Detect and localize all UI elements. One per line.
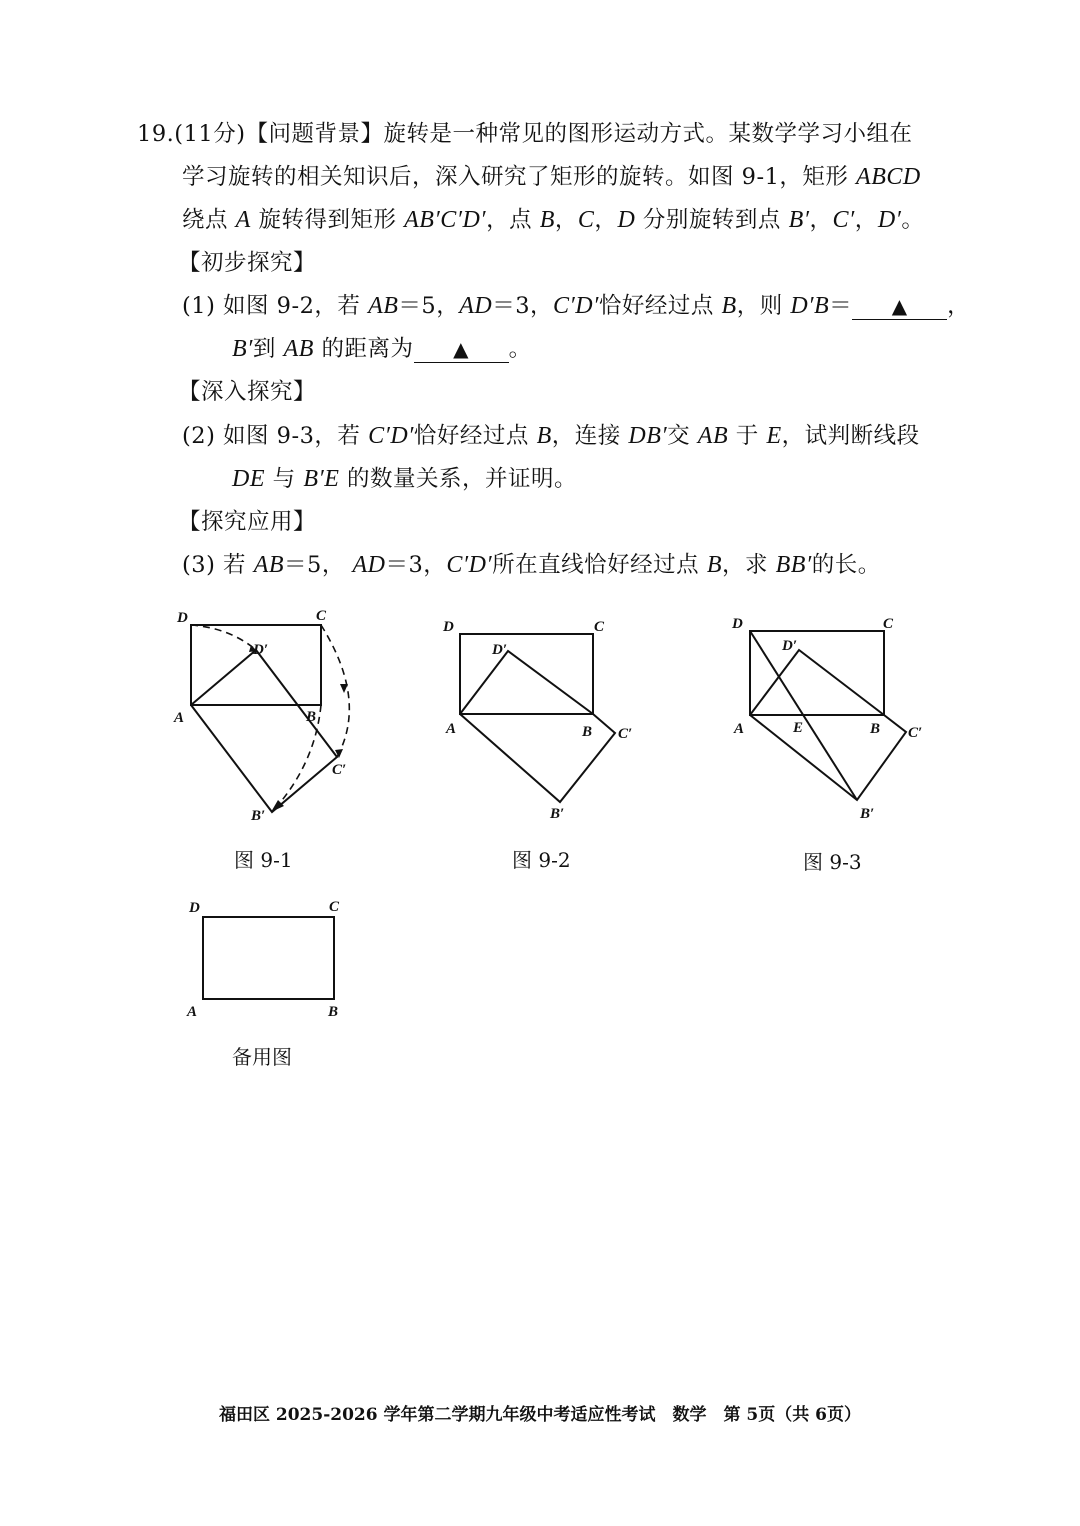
- text: 分别旋转到点: [635, 207, 789, 233]
- background-text-1: 旋转是一种常见的图形运动方式。某数学学习小组在: [383, 121, 913, 147]
- math: AD: [352, 552, 386, 578]
- rectangle-abcd: [191, 625, 321, 705]
- math: D′: [877, 207, 902, 233]
- text: 所在直线恰好经过点: [492, 552, 707, 578]
- math: A: [235, 207, 251, 233]
- text: 的距离为: [313, 336, 414, 362]
- arrowhead-icon: [340, 684, 348, 693]
- text: ＝5，: [398, 293, 460, 319]
- text: 。: [508, 336, 532, 362]
- math: C′: [832, 207, 855, 233]
- caption-figure-9-2: 图 9-2: [512, 848, 571, 872]
- text: ＝5，: [284, 552, 353, 578]
- rectangle-abcd: [203, 917, 334, 999]
- label-d: D: [189, 900, 200, 916]
- text: (2) 如图 9-3，若: [182, 423, 369, 449]
- arrowhead-icon: [271, 800, 284, 812]
- label-c-prime: C′: [332, 762, 347, 778]
- text: ＝3，: [492, 293, 554, 319]
- rotation-arc-d: [191, 625, 256, 650]
- math: AB: [368, 293, 399, 319]
- math: E: [766, 423, 782, 449]
- text: 交: [667, 423, 698, 449]
- section-heading-3: 【探究应用】: [178, 509, 317, 535]
- math: AD: [459, 293, 493, 319]
- label-d: D: [177, 610, 188, 626]
- math: B′: [788, 207, 810, 233]
- background-tag: 【问题背景】: [245, 121, 384, 147]
- label-c: C: [329, 899, 340, 915]
- label-c: C: [316, 608, 327, 624]
- figure-9-2-shapes: [460, 634, 615, 802]
- triangle-icon: ▲: [891, 294, 908, 318]
- math: B: [706, 552, 722, 578]
- page-footer: 福田区 2025-2026 学年第二学期九年级中考适应性考试 数学 第 5页（共 6页）: [218, 1405, 861, 1425]
- label-a: A: [174, 710, 185, 726]
- math: AB′C′D′: [404, 207, 487, 233]
- rectangle-ab-c-d-prime: [191, 650, 337, 812]
- rotation-arc-c: [321, 625, 349, 757]
- caption-spare-figure: 备用图: [232, 1045, 292, 1069]
- label-c: C: [594, 619, 605, 635]
- section-heading-1: 【初步探究】: [178, 250, 317, 276]
- math: C: [577, 207, 595, 233]
- math: DB′: [628, 423, 668, 449]
- text: ＝: [829, 293, 853, 319]
- text: 与: [265, 466, 304, 492]
- text: (3) 若: [182, 552, 254, 578]
- math: C′D′: [446, 552, 493, 578]
- label-d: D: [732, 616, 743, 632]
- math: B: [536, 423, 552, 449]
- question-score: (11分): [174, 121, 246, 147]
- text: ，: [594, 207, 618, 233]
- text: ，: [554, 207, 578, 233]
- math: BB′: [775, 552, 812, 578]
- text: 到: [252, 336, 284, 362]
- label-b-prime: B′: [251, 808, 266, 824]
- math: DE: [232, 466, 265, 492]
- math: C′D′: [553, 293, 599, 319]
- text: ，求: [721, 552, 776, 578]
- math: AB: [253, 552, 285, 578]
- label-d-prime: D′: [492, 642, 508, 658]
- label-a: A: [446, 721, 457, 737]
- label-c-prime: C′: [908, 725, 923, 741]
- label-b-prime: B′: [550, 806, 565, 822]
- text: ，点: [486, 207, 540, 233]
- label-d-prime: D′: [253, 642, 269, 658]
- text: ，试判断线段: [781, 423, 920, 449]
- caption-figure-9-3: 图 9-3: [803, 850, 862, 874]
- text: ，: [947, 293, 971, 319]
- math: AB: [283, 336, 314, 362]
- text: 恰好经过点: [598, 293, 722, 319]
- label-b: B: [582, 724, 593, 740]
- label-b: B: [306, 709, 317, 725]
- text: 的数量关系，并证明。: [339, 466, 578, 492]
- label-b-prime: B′: [860, 806, 875, 822]
- text: 绕点: [182, 207, 236, 233]
- text: 恰好经过点: [413, 423, 537, 449]
- math: B′E: [303, 466, 340, 492]
- caption-figure-9-1: 图 9-1: [234, 848, 293, 872]
- section-heading-2: 【深入探究】: [178, 379, 317, 405]
- math: B: [721, 293, 737, 319]
- label-b: B: [328, 1004, 339, 1020]
- text: ，: [854, 207, 878, 233]
- math: B′: [232, 336, 253, 362]
- text: 于: [728, 423, 767, 449]
- math: C′D′: [368, 423, 414, 449]
- figure-9-1-shapes: [191, 625, 349, 812]
- spare-figure-shapes: [203, 917, 334, 999]
- math: AB: [697, 423, 729, 449]
- question-number: 19.: [137, 121, 175, 147]
- math: D: [617, 207, 636, 233]
- label-a: A: [187, 1004, 198, 1020]
- text: ＝3，: [385, 552, 447, 578]
- label-d-prime: D′: [782, 638, 798, 654]
- text: 旋转得到矩形: [250, 207, 405, 233]
- text: (1) 如图 9-2，若: [182, 293, 369, 319]
- text: ，: [809, 207, 833, 233]
- rectangle-ab-c-d-prime: [750, 650, 906, 800]
- text: ，连接: [551, 423, 629, 449]
- label-b: B: [870, 721, 881, 737]
- rectangle-abcd: [460, 634, 593, 714]
- text: ，则: [736, 293, 791, 319]
- figure-9-3-shapes: [750, 631, 906, 800]
- label-e: E: [793, 720, 804, 736]
- math: B: [539, 207, 555, 233]
- label-c-prime: C′: [618, 726, 633, 742]
- rectangle-abcd: [750, 631, 884, 715]
- text: 的长。: [811, 552, 881, 578]
- triangle-icon: ▲: [453, 337, 469, 361]
- math: D′B: [790, 293, 830, 319]
- label-c: C: [883, 616, 894, 632]
- background-text-2: 学习旋转的相关知识后，深入研究了矩形的旋转。如图 9-1，矩形: [182, 164, 857, 190]
- label-a: A: [734, 721, 745, 737]
- text: 。: [901, 207, 925, 233]
- math-abcd: ABCD: [856, 164, 921, 190]
- label-d: D: [443, 619, 454, 635]
